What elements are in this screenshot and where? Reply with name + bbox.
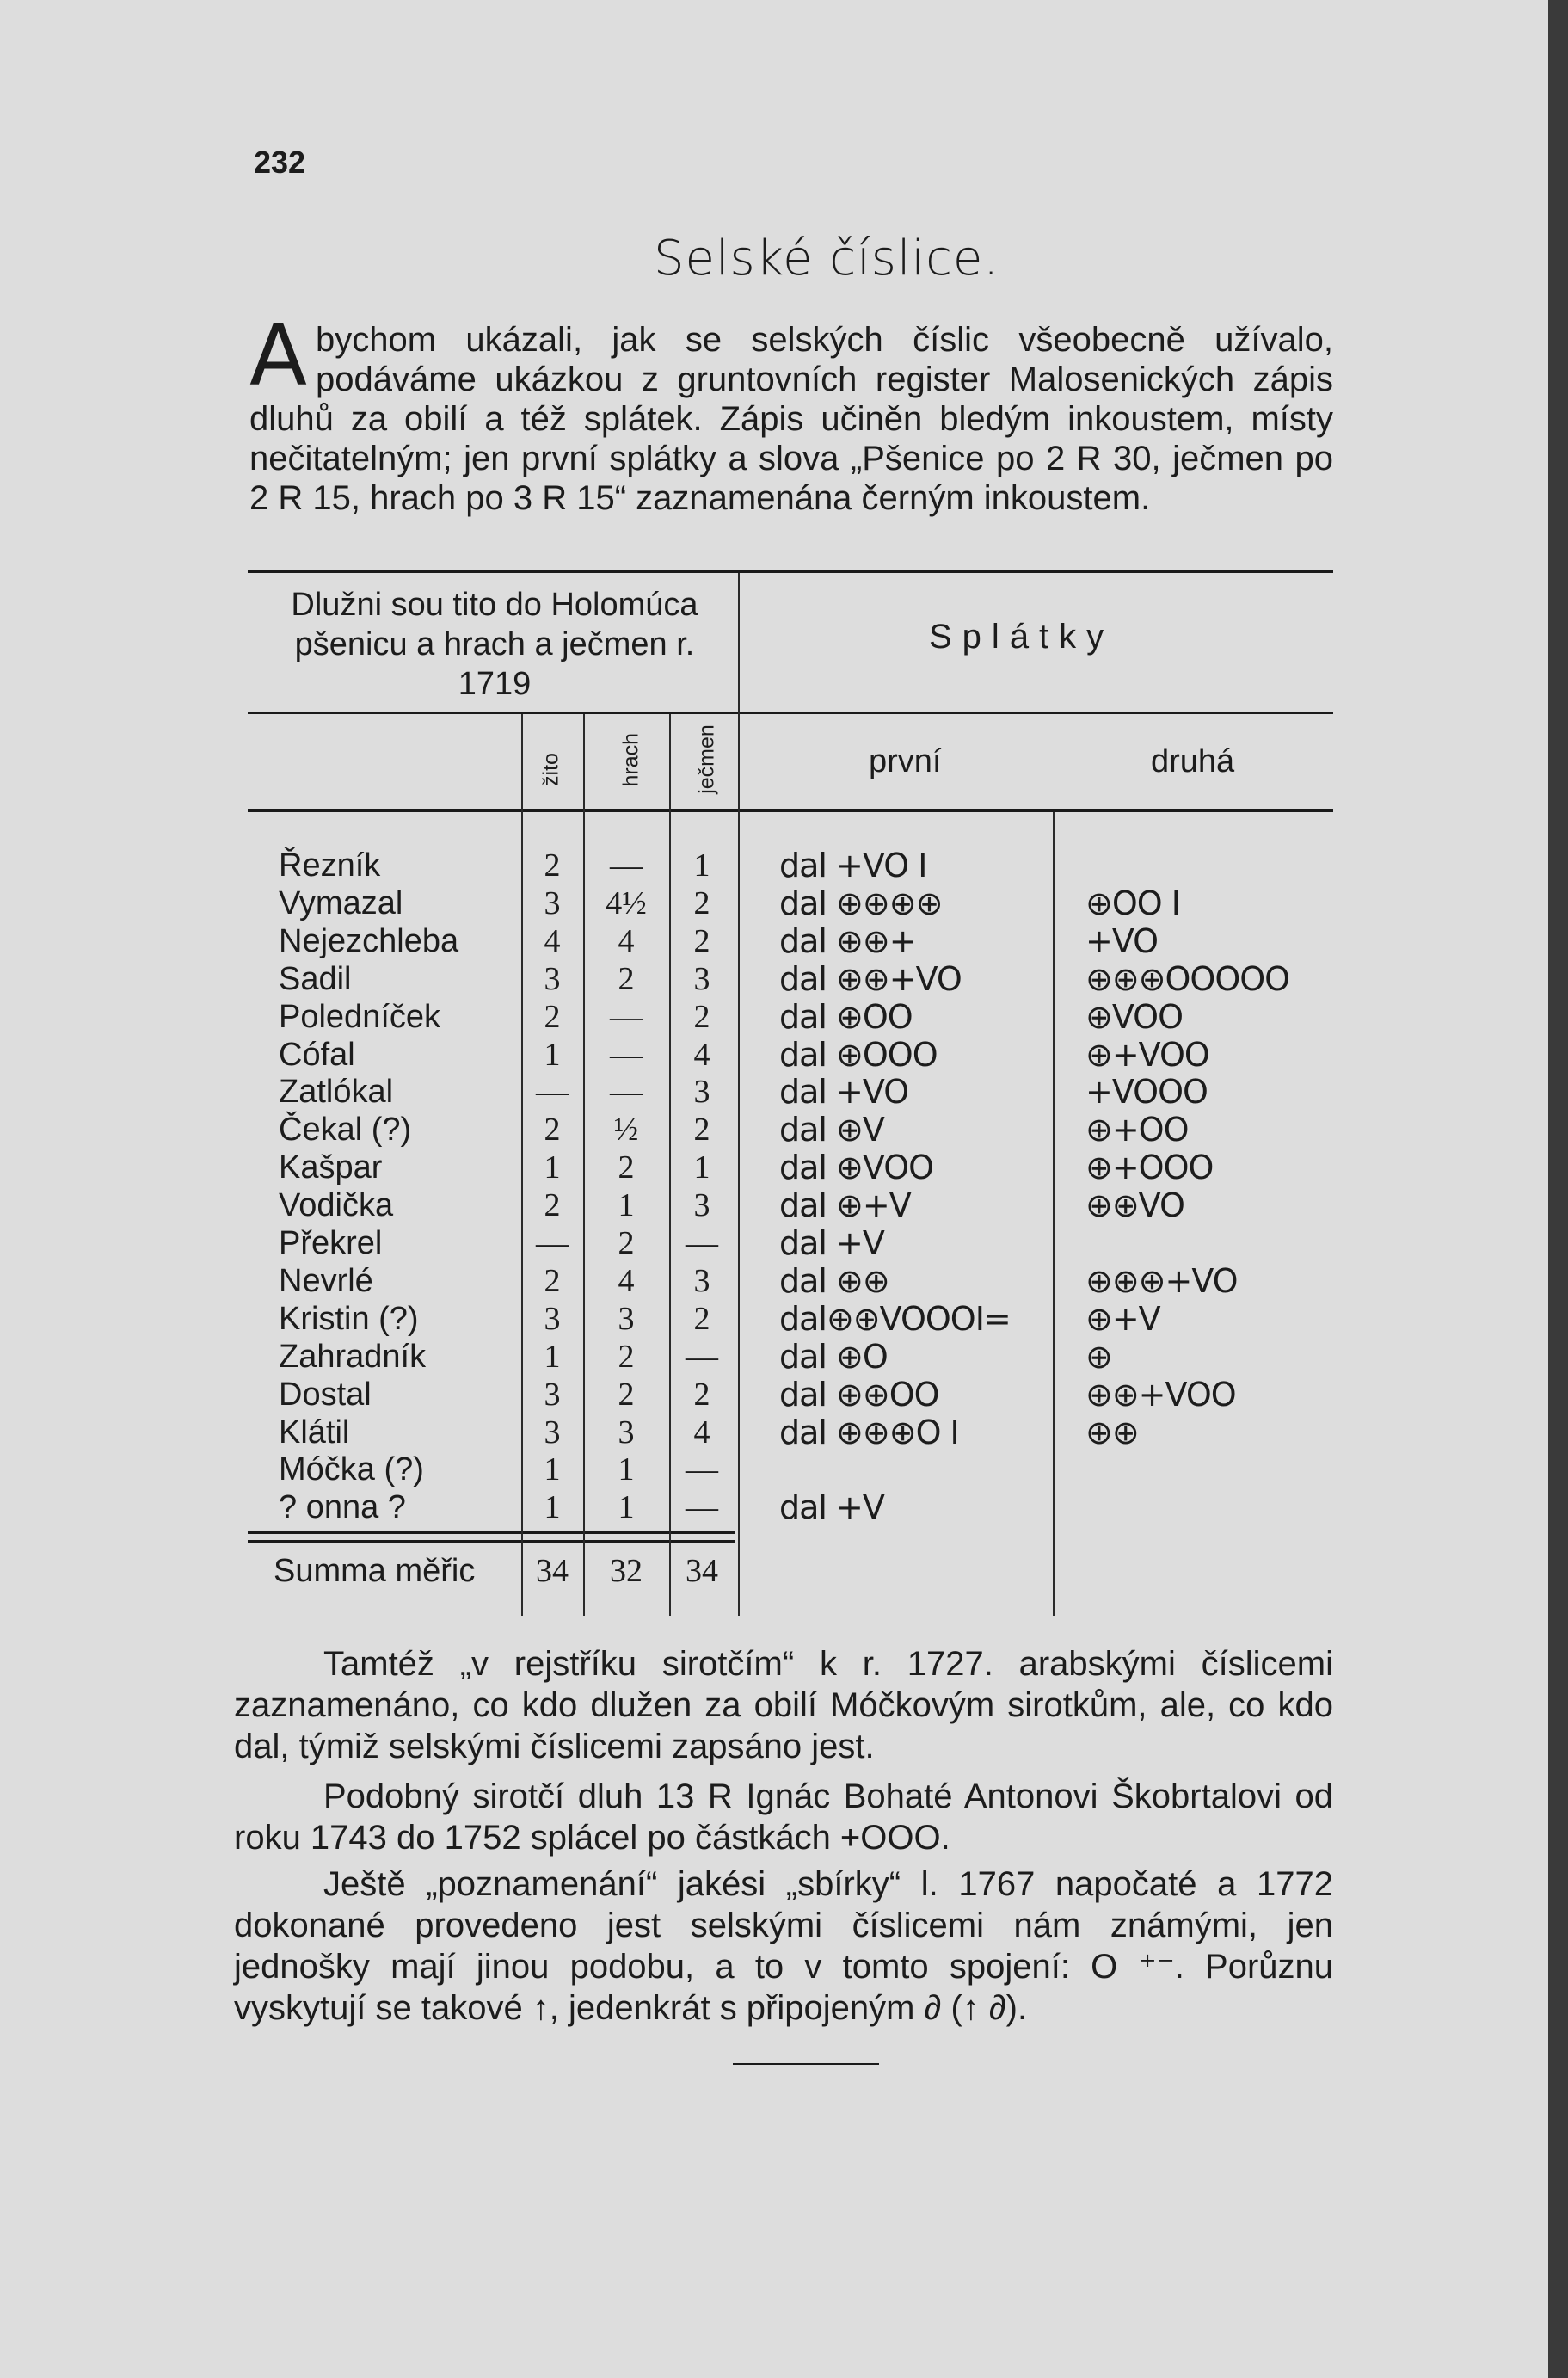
cell-prvni: dal ⊕VOO: [779, 1149, 934, 1187]
cell-jecmen: —: [686, 1489, 718, 1526]
cell-jecmen: —: [686, 1451, 718, 1488]
cell-hrach: 1: [618, 1187, 635, 1224]
cell-hrach: —: [610, 1074, 643, 1111]
cell-hrach: —: [610, 998, 643, 1035]
cell-prvni: dal ⊕⊕: [779, 1261, 889, 1300]
summary-jecmen: 34: [686, 1553, 718, 1589]
cell-hrach: ½: [613, 1112, 639, 1149]
cell-name: Čekal (?): [279, 1112, 412, 1149]
cell-jecmen: 3: [693, 1074, 710, 1111]
cell-hrach: 2: [618, 1149, 635, 1186]
cell-druha: ⊕OO I: [1085, 884, 1180, 922]
cell-name: Zatlókal: [279, 1074, 394, 1111]
cell-name: Dostal: [279, 1376, 372, 1413]
cell-name: Sadil: [279, 960, 352, 997]
body-text: [234, 1643, 1333, 2029]
col-divider-main: [738, 573, 740, 1616]
cell-zito: 1: [544, 1451, 561, 1488]
cell-hrach: 2: [618, 1225, 635, 1261]
cell-jecmen: 3: [693, 1187, 710, 1224]
cell-hrach: 2: [618, 1338, 635, 1375]
cell-hrach: 4½: [606, 884, 647, 921]
cell-hrach: 3: [618, 1300, 635, 1337]
cell-name: Kristin (?): [279, 1300, 419, 1337]
cell-hrach: 2: [618, 1376, 635, 1413]
cell-druha: ⊕+V: [1085, 1299, 1160, 1338]
cell-jecmen: 3: [693, 1262, 710, 1299]
header-line-2: pšenicu a hrach a ječmen r.: [294, 626, 695, 662]
header-line-3: 1719: [458, 666, 532, 702]
col-divider-names: [521, 714, 523, 1616]
cell-zito: —: [536, 1225, 569, 1261]
cell-hrach: 4: [618, 1262, 635, 1299]
cell-hrach: 2: [618, 960, 635, 997]
table-top-rule: [248, 570, 1333, 573]
cell-zito: 1: [544, 1149, 561, 1186]
cell-zito: 2: [544, 1262, 561, 1299]
cell-prvni: dal ⊕⊕+VO: [779, 959, 962, 998]
cell-name: Poledníček: [279, 998, 441, 1035]
cell-prvni: dal ⊕⊕+: [779, 921, 916, 960]
cell-zito: 3: [544, 1414, 561, 1451]
summary-zito: 34: [536, 1553, 569, 1589]
cell-zito: 2: [544, 847, 561, 884]
cell-zito: —: [536, 1074, 569, 1111]
cell-prvni: dal ⊕⊕OO: [779, 1375, 939, 1414]
cell-prvni: dal⊕⊕VOOOI=: [779, 1299, 1011, 1338]
cell-zito: 2: [544, 1187, 561, 1224]
cell-name: Vymazal: [279, 884, 403, 921]
cell-jecmen: 1: [693, 847, 710, 884]
cell-zito: 1: [544, 1489, 561, 1526]
intro-text: bychom ukázali, jak se selských číslic všeobecně užívalo, podáváme ukázkou z gruntovních register Malosenických zápis dluhů za obilí a též splátek. Zápis učiněn bledým inkoustem, místy nečitatelným; jen první splátky a slova „Pšenice po 2 R 30, ječmen po 2 R 15, hrach po 3 R 15“ zaznamenána černým inkoustem.: [249, 321, 1333, 517]
cell-prvni: dal +VO I: [779, 847, 927, 884]
intro-paragraph: [249, 307, 1333, 518]
cell-druha: ⊕+OOO: [1085, 1149, 1214, 1187]
header-rule: [248, 712, 1333, 714]
cell-name: ? onna ?: [279, 1489, 406, 1526]
paragraph-1: Tamtéž „v rejstříku sirotčím“ k r. 1727. arabskými číslicemi zaznamenáno, co kdo dlužen za obilí Móčkovým sirotkům, ale, co kdo dal, týmiž selskými číslicemi zapsáno jest.: [234, 1645, 1333, 1765]
cell-hrach: 1: [618, 1451, 635, 1488]
summary-rule-1: [248, 1531, 735, 1534]
header-line-1: Dlužni sou tito do Holomúca: [291, 587, 698, 623]
cell-zito: 4: [544, 922, 561, 959]
cell-prvni: dal ⊕⊕⊕O I: [779, 1413, 959, 1451]
cell-prvni: dal +V: [779, 1224, 884, 1262]
cell-druha: ⊕VOO: [1085, 997, 1183, 1036]
cell-hrach: 3: [618, 1414, 635, 1451]
page-title: Selské číslice.: [654, 231, 1000, 286]
cell-jecmen: 1: [693, 1149, 710, 1186]
cell-name: Klátil: [279, 1414, 350, 1451]
cell-zito: 1: [544, 1338, 561, 1375]
cell-druha: ⊕⊕+VOO: [1085, 1375, 1236, 1414]
cell-jecmen: 2: [693, 884, 710, 921]
cell-name: Vodička: [279, 1187, 394, 1224]
cell-zito: 3: [544, 1300, 561, 1337]
cell-name: Řezník: [279, 847, 381, 884]
cell-druha: ⊕⊕: [1085, 1413, 1139, 1451]
cell-name: Překrel: [279, 1225, 383, 1261]
cell-prvni: dal ⊕+V: [779, 1186, 911, 1225]
cell-hrach: —: [610, 847, 643, 884]
cell-prvni: dal ⊕O: [779, 1337, 888, 1376]
cell-name: Nejezchleba: [279, 922, 459, 959]
cell-druha: +VO: [1085, 921, 1159, 960]
col-label-prvni: první: [869, 743, 942, 779]
cell-jecmen: 2: [693, 1376, 710, 1413]
end-rule: [733, 2063, 879, 2065]
cell-druha: ⊕: [1085, 1337, 1112, 1376]
cell-druha: ⊕⊕VO: [1085, 1186, 1184, 1225]
cell-zito: 3: [544, 960, 561, 997]
cell-jecmen: 4: [693, 1414, 710, 1451]
paragraph-3: Ještě „poznamenání“ jakési „sbírky“ l. 1767 napočaté a 1772 dokonané provedeno jest selskými číslicemi nám známými, jen jednošky mají jinou podobu, a to v tomto spojení: O ⁺⁻. Porůznu vyskytují se takové ↑, jedenkrát s připojeným ∂ (↑ ∂).: [234, 1865, 1333, 2027]
cell-zito: 3: [544, 884, 561, 921]
cell-jecmen: 2: [693, 1300, 710, 1337]
cell-prvni: dal +V: [779, 1488, 884, 1527]
cell-prvni: dal +VO: [779, 1073, 909, 1112]
cell-druha: ⊕⊕⊕OOOOO: [1085, 959, 1290, 998]
cell-name: Zahradník: [279, 1338, 427, 1375]
cell-hrach: 4: [618, 922, 635, 959]
cell-druha: ⊕⊕⊕+VO: [1085, 1261, 1238, 1300]
cell-druha: ⊕+OO: [1085, 1111, 1189, 1149]
cell-jecmen: 2: [693, 922, 710, 959]
paragraph-2: Podobný sirotčí dluh 13 R Ignác Bohaté Antonovi Škobrtalovi od roku 1743 do 1752 splácel po částkách +OOO.: [234, 1777, 1333, 1857]
column-header-rule: [248, 809, 1333, 812]
cell-zito: 2: [544, 998, 561, 1035]
cell-zito: 3: [544, 1376, 561, 1413]
col-divider-zito: [583, 714, 585, 1616]
cell-jecmen: 4: [693, 1036, 710, 1073]
cell-hrach: 1: [618, 1489, 635, 1526]
cell-jecmen: 2: [693, 1112, 710, 1149]
col-divider-hrach: [669, 714, 671, 1616]
cell-name: Nevrlé: [279, 1262, 373, 1299]
cell-jecmen: 2: [693, 998, 710, 1035]
cell-name: Móčka (?): [279, 1451, 424, 1488]
cell-prvni: dal ⊕OO: [779, 997, 913, 1036]
summary-label: Summa měřic: [274, 1553, 476, 1589]
cell-druha: ⊕+VOO: [1085, 1035, 1209, 1074]
cell-name: Cófal: [279, 1036, 355, 1073]
cell-jecmen: 3: [693, 960, 710, 997]
col-label-zito: žito: [538, 753, 563, 786]
summary-hrach: 32: [610, 1553, 643, 1589]
table-header-splatky: Splátky: [929, 618, 1115, 656]
summary-rule-2: [248, 1540, 735, 1543]
table-header-left: [249, 585, 740, 704]
cell-name: Kašpar: [279, 1149, 383, 1186]
cell-hrach: —: [610, 1036, 643, 1073]
cell-jecmen: —: [686, 1225, 718, 1261]
cell-zito: 2: [544, 1112, 561, 1149]
col-label-hrach: hrach: [618, 732, 643, 787]
cell-prvni: dal ⊕⊕⊕⊕: [779, 884, 943, 922]
col-divider-splatky: [1053, 812, 1055, 1616]
dropcap: A: [249, 307, 308, 405]
cell-druha: +VOOO: [1085, 1073, 1208, 1112]
cell-zito: 1: [544, 1036, 561, 1073]
cell-prvni: dal ⊕OOO: [779, 1035, 938, 1074]
cell-jecmen: —: [686, 1338, 718, 1375]
scan-edge: [1548, 0, 1568, 2378]
col-label-jecmen: ječmen: [694, 724, 719, 794]
page-number: 232: [254, 145, 306, 180]
cell-prvni: dal ⊕V: [779, 1111, 884, 1149]
col-label-druha: druhá: [1151, 743, 1235, 779]
